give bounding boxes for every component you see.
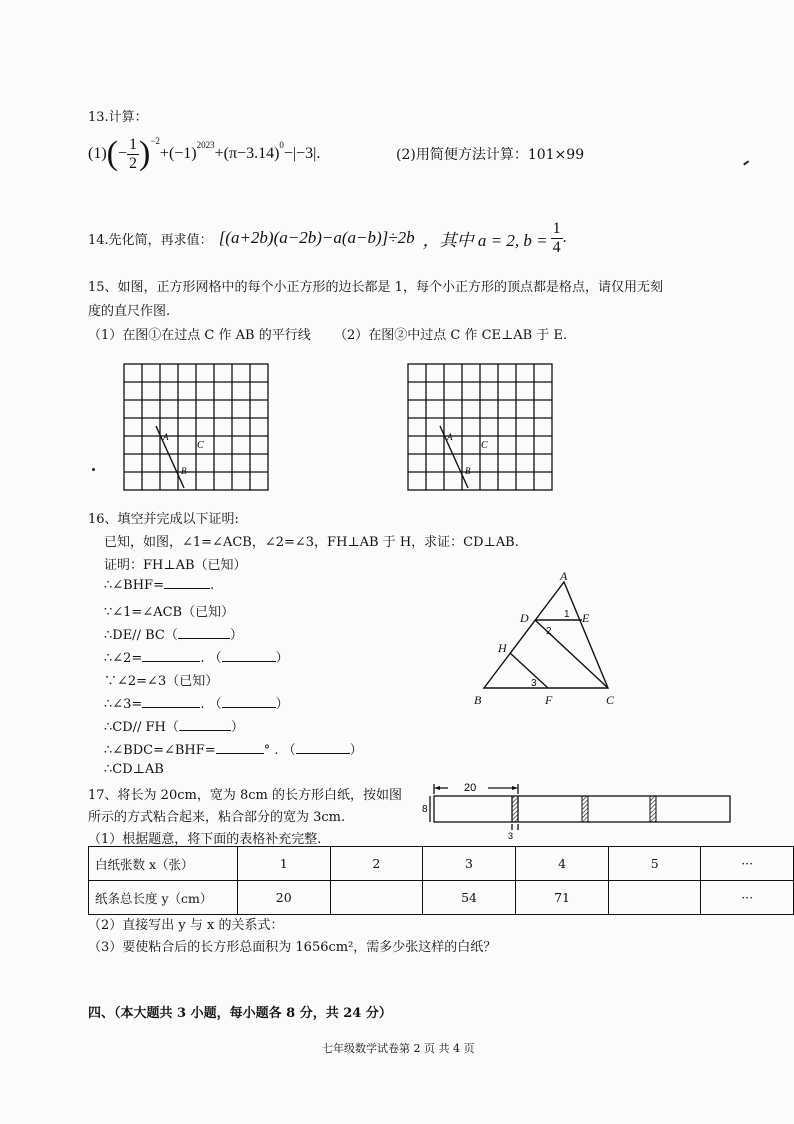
q14-condition: ，其中 a = 2, b = <box>422 230 548 250</box>
q16-step5: ∵∠2=∠3（已知） <box>104 674 219 689</box>
q14-question: 14.先化简，再求值： [(a+2b)(a−2b)−a(a−b)]÷2b ，其中 a = 2, b = $\frac{1}{4}$ . <box>88 219 567 256</box>
dot-mark <box>92 468 95 471</box>
q17-line1: 17、将长为 20cm，宽为 8cm 的长方形白纸，按如图 <box>88 788 402 803</box>
grid1-label-a: A <box>163 432 169 442</box>
table-header-y: 纸条总长度 y（cm） <box>89 881 238 915</box>
q17-table <box>88 846 794 915</box>
table-cell: 20 <box>237 881 330 915</box>
tri-label-a: A <box>560 569 568 583</box>
triangle-figure <box>470 566 620 712</box>
q13-part1: (1) ( − $\frac{1}{2}$ ) $^{-2}$ +(−1) $^{2023}$ +(π−3.14) $^0$ −|−3|. <box>88 135 321 172</box>
tri-label-b: B <box>474 693 482 707</box>
table-cell: 1 <box>237 847 330 881</box>
tri-label-d: D <box>520 611 529 625</box>
table-cell: 5 <box>609 847 701 881</box>
table-cell-blank[interactable] <box>609 881 701 915</box>
paper-strip-figure <box>420 776 738 840</box>
section-4-heading: 四、（本大题共 3 小题，每小题各 8 分，共 24 分） <box>88 1006 392 1021</box>
q17-part2: （2）直接写出 y 与 x 的关系式： <box>88 918 284 933</box>
q15-part1: （1）在图①在过点 C 作 AB 的平行线 <box>88 328 311 343</box>
grid-figure-1 <box>120 360 280 492</box>
q16-step6: ∴∠3= . （ ） <box>104 697 289 712</box>
q16-step9: ∴CD⊥AB <box>104 762 164 777</box>
q16-title: 16、填空并完成以下证明: <box>88 512 239 527</box>
tri-angle-1: 1 <box>564 609 570 620</box>
q16-step2: ∵∠1=∠ACB（已知） <box>104 605 235 620</box>
q15-part2: （2）在图②中过点 C 作 CE⊥AB 于 E. <box>334 328 568 343</box>
tri-angle-3: 3 <box>531 678 537 689</box>
q16-given: 已知，如图，∠1=∠ACB，∠2=∠3，FH⊥AB 于 H，求证：CD⊥AB. <box>104 535 519 550</box>
tri-label-f: F <box>545 693 553 707</box>
table-cell: 54 <box>423 881 516 915</box>
q17-part1: （1）根据题意，将下面的表格补充完整. <box>88 832 322 847</box>
q14-b-fraction: $\frac{1}{4}$ <box>552 219 561 256</box>
fig-length-20: 20 <box>464 782 477 794</box>
q16-proof-title: 证明：FH⊥AB（已知） <box>104 558 247 573</box>
q17-line2: 所示的方式粘合起来，粘合部分的宽为 3cm. <box>88 810 346 825</box>
table-header-x: 白纸张数 x（张） <box>89 847 238 881</box>
q13-p1-label: (1) <box>88 145 107 162</box>
table-row-x <box>89 847 794 881</box>
q14-expression: [(a+2b)(a−2b)−a(a−b)]÷2b <box>218 228 415 247</box>
fig-width-8: 8 <box>422 804 428 815</box>
table-cell: 2 <box>330 847 422 881</box>
table-row-y <box>89 881 794 915</box>
stray-mark <box>743 160 749 165</box>
q16-step1: ∴∠BHF= . <box>104 578 215 593</box>
grid1-label-c: C <box>197 440 204 451</box>
fig-overlap-3: 3 <box>508 831 514 840</box>
table-cell: 3 <box>423 847 516 881</box>
q13-half-fraction: $\frac{1}{2}$ <box>129 135 138 172</box>
table-cell: ··· <box>701 881 794 915</box>
q17-part3: （3）要使粘合后的长方形总面积为 1656cm²，需多少张这样的白纸？ <box>88 940 497 955</box>
table-cell: 71 <box>516 881 609 915</box>
q13-title: 13.计算： <box>88 110 148 125</box>
tri-label-c: C <box>606 693 615 707</box>
table-cell: ··· <box>701 847 794 881</box>
q16-step4: ∴∠2= . （ ） <box>104 651 289 666</box>
q15-line2: 度的直尺作图. <box>88 304 171 319</box>
tri-label-h: H <box>498 641 507 655</box>
q16-step8: ∴∠BDC=∠BHF= ° . （ ） <box>104 743 363 758</box>
table-cell: 4 <box>516 847 609 881</box>
q13-part2: (2)用简便方法计算：101×99 <box>396 147 585 163</box>
q16-step3: ∴DE// BC（ ） <box>104 628 243 643</box>
grid2-label-a: A <box>447 432 453 442</box>
tri-angle-2: 2 <box>546 626 552 637</box>
grid-figure-2 <box>404 360 564 492</box>
page-footer: 七年级数学试卷第 2 页 共 4 页 <box>322 1042 475 1055</box>
grid2-label-c: C <box>481 440 488 451</box>
q14-prefix: 14.先化简，再求值： <box>88 232 213 248</box>
grid1-label-b: B <box>181 466 187 476</box>
table-cell-blank[interactable] <box>330 881 422 915</box>
grid2-label-b: B <box>465 466 471 476</box>
q16-step7: ∴CD// FH（ ） <box>104 720 244 735</box>
tri-label-e: E <box>582 611 590 625</box>
q15-line1: 15、如图，正方形网格中的每个小正方形的边长都是 1，每个小正方形的顶点都是格点，请仅用无刻 <box>88 280 663 295</box>
